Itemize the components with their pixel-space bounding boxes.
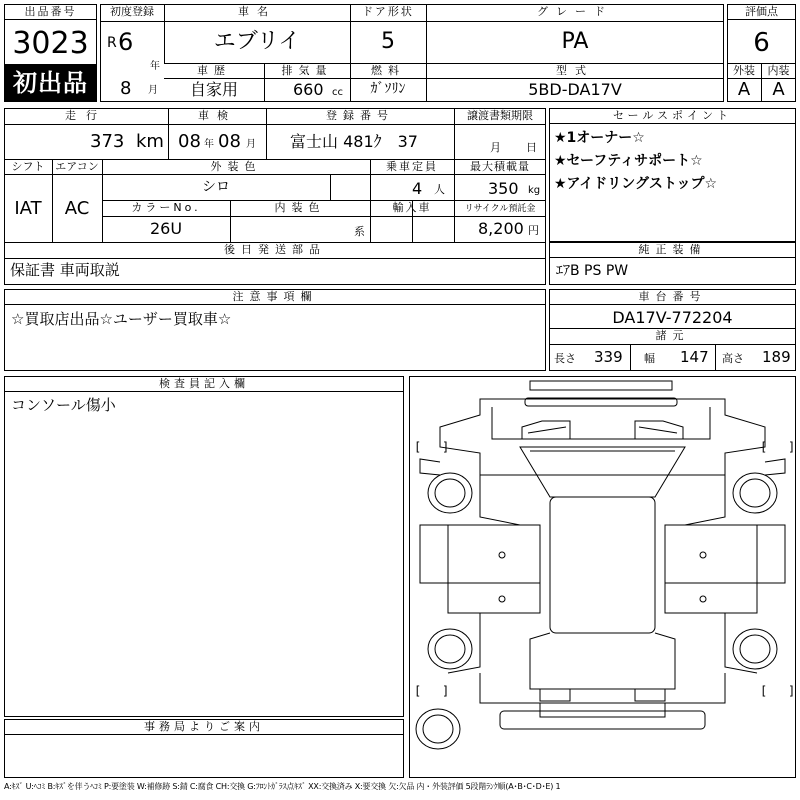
width-value: 147 [680,348,709,366]
first-reg-year: 6 [118,28,134,56]
ac-value: AC [64,198,90,219]
equipment-box [549,242,796,285]
score-value: 6 [753,28,770,58]
recycle-label: リサイクル預託金 [464,204,536,214]
notes-value: ☆買取店出品☆ユーザー買取車☆ [11,310,232,328]
legend-text: A:ｷｽﾞ U:ﾍｺﾐ B:ｷｽﾞを伴うﾍｺﾐ P:要塗装 W:補修跡 S:錆 C:腐食 CH:交換 G:ﾌﾛﾝﾄｶﾞﾗｽ点ｷｽﾞ XX:交換済み X:要交換 欠:欠品 内・外装評価 5段階ﾗﾝｸ順(A･B･C･D･E) 1 [4,782,561,791]
first-reg-label: 初度登録 [110,5,154,18]
ac-label: エアコン [55,160,99,173]
sales-point-3: ★アイドリングストップ☆ [554,176,718,192]
interior-color-label: 内装色 [274,201,326,214]
later-parts-value: 保証書 車両取説 [10,261,120,279]
sales-point-1: ★1オーナー☆ [554,130,645,146]
exterior-color-label: 外装色 [210,160,262,173]
car-name-label: 車名 [238,5,276,18]
shift-value: IAT [14,198,42,219]
transfer-day-unit: 日 [526,141,537,154]
mileage-value: 373 [90,131,125,152]
inspector-value: コンソール傷小 [11,396,116,414]
bracket-rr-close: ] [788,684,795,698]
bracket-rr-open: [ [760,684,768,698]
interior-color-unit: 系 [354,225,365,238]
inspection-year-unit: 年 [204,139,214,150]
transfer-label: 譲渡書類期限 [467,109,533,122]
car-diagram [410,377,795,777]
sales-points-label: セールスポイント [550,109,795,124]
bracket-fl-open: [ [414,440,422,454]
length-label: 長さ [554,352,576,365]
history-value: 自家用 [189,80,238,99]
grade-label: グレード [537,5,613,18]
color-no-value: 26U [149,219,183,238]
first-listing-badge: 初出品 [4,64,97,102]
history-label: 車歴 [197,64,231,77]
sales-point-2: ★セーフティサポート☆ [554,153,703,169]
mileage-label: 走行 [65,109,107,122]
plate-label: 登録番号 [326,109,394,122]
lot-number: 3023 [12,26,89,61]
inspection-label: 車検 [198,109,236,122]
bracket-fr-close: ] [788,440,795,454]
notes-box [4,289,546,371]
inspection-month: 08 [218,131,241,152]
chassis-value: DA17V-772204 [612,308,733,327]
fuel-value: ｶﾞｿﾘﾝ [370,81,406,97]
inspector-label: 検査員記入欄 [5,377,403,392]
height-label: 高さ [722,352,744,365]
int-score-value: A [772,79,785,100]
door-label: ドア形状 [362,5,414,18]
first-reg-era: R [107,35,117,51]
inspection-year: 08 [178,131,201,152]
office-label: 事務局よりご案内 [5,720,403,735]
exterior-color-value: シロ [202,179,230,195]
mileage-unit: km [136,131,164,152]
plate-value: 富士山 481ｸ 37 [290,132,418,151]
import-label: 輸入車 [392,201,432,214]
capacity-label: 乗車定員 [386,160,438,173]
bracket-rl-open: [ [414,684,422,698]
car-name-value: エブリイ [213,29,301,54]
bracket-rl-close: ] [442,684,450,698]
equipment-value: ｴｱB PS PW [556,263,629,279]
model-code-value: 5BD-DA17V [528,80,622,99]
door-value: 5 [381,29,395,54]
transfer-month-unit: 月 [490,141,501,154]
bracket-fl-close: ] [442,440,450,454]
bracket-fr-open: [ [760,440,768,454]
fuel-label: 燃料 [371,64,405,77]
grade-value: PA [561,29,589,54]
ext-score-value: A [737,79,751,100]
later-parts-label: 後日発送部品 [224,243,326,256]
notes-label: 注意事項欄 [5,290,545,305]
recycle-value: 8,200 [478,219,524,238]
dims-label: 諸元 [655,329,690,342]
inspection-month-unit: 月 [246,139,256,150]
capacity-unit: 人 [434,183,445,196]
displacement-value: 660 [293,80,324,99]
shift-label: シフト [11,160,45,173]
inspector-box [4,376,404,717]
car-diagram-box [409,376,796,778]
int-score-label: 内装 [767,64,790,77]
max-load-value: 350 [488,179,519,198]
height-value: 189 [762,348,791,366]
sales-points-box [549,108,796,242]
color-no-label: カラーNo. [131,201,201,214]
first-reg-year-unit: 年 [150,61,160,72]
displacement-unit: cc [332,87,343,98]
recycle-unit: 円 [528,224,539,237]
displacement-label: 排気量 [281,64,333,77]
lot-label: 出品番号 [5,5,96,20]
max-load-label: 最大積載量 [470,160,530,173]
first-reg-month-unit: 月 [148,85,158,96]
equipment-label: 純正装備 [550,243,795,258]
chassis-label: 車台番号 [550,290,795,305]
max-load-unit: kg [528,185,541,196]
first-reg-month: 8 [120,78,132,99]
ext-score-label: 外装 [733,64,755,77]
capacity-value: 4 [412,179,423,198]
score-label: 評価点 [728,5,795,20]
length-value: 339 [594,348,623,366]
model-code-label: 型式 [556,64,594,77]
office-box [4,719,404,778]
width-label: 幅 [644,352,655,365]
